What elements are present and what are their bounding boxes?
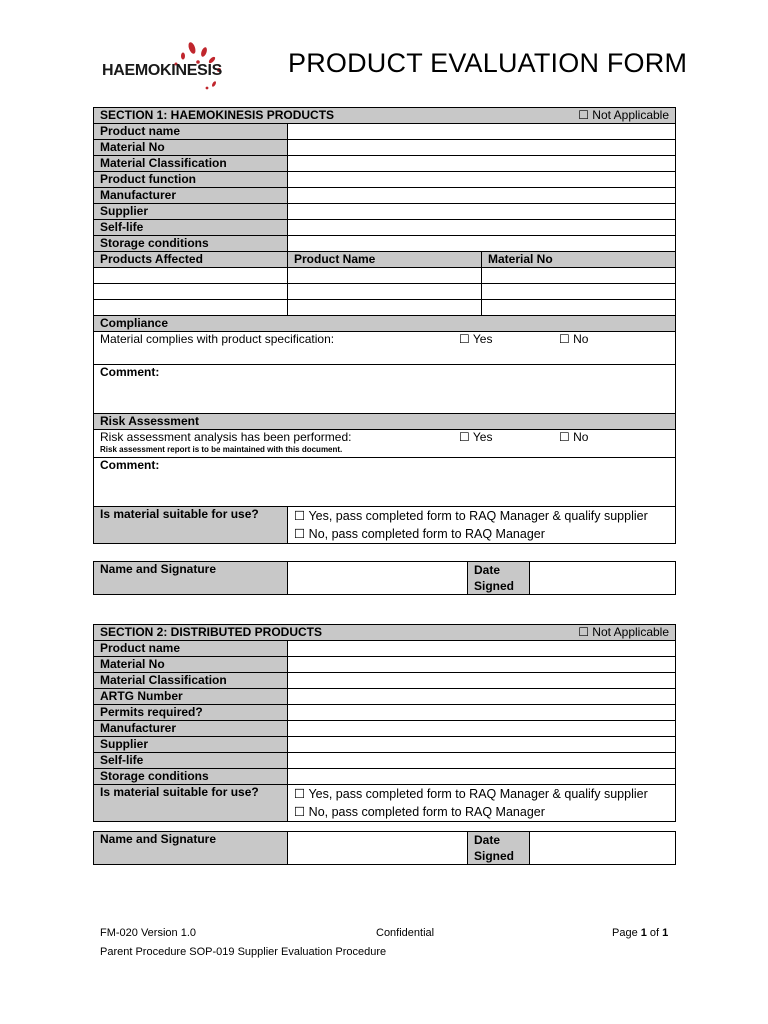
field-label: Storage conditions — [94, 236, 288, 252]
page-prefix: Page — [612, 927, 641, 939]
suitable-no-checkbox[interactable]: ☐ No, pass completed form to RAQ Manager — [294, 527, 545, 541]
risk-no-checkbox[interactable]: ☐ No — [559, 430, 589, 444]
affected-cell[interactable] — [94, 284, 288, 300]
field-label: Supplier — [94, 204, 288, 220]
name-signature-label: Name and Signature — [94, 832, 288, 865]
section2-title: SECTION 2: DISTRIBUTED PRODUCTS — [100, 625, 323, 639]
section1-title: SECTION 1: HAEMOKINESIS PRODUCTS — [100, 108, 335, 122]
suitable-options — [288, 785, 676, 822]
risk-note: Risk assessment report is to be maintained with this document. — [100, 445, 343, 454]
suitable-label: Is material suitable for use? — [94, 507, 288, 544]
suitable-label: Is material suitable for use? — [94, 785, 288, 822]
form-version: FM-020 Version 1.0 — [100, 927, 196, 939]
name-signature-field[interactable] — [288, 562, 468, 595]
compliance-question: Material complies with product specification: — [100, 332, 335, 346]
parent-procedure: Parent Procedure SOP-019 Supplier Evaluation Procedure — [100, 946, 387, 958]
suitable-yes-checkbox[interactable]: ☐ Yes, pass completed form to RAQ Manager & qualify supplier — [294, 787, 648, 801]
section1-signature-table — [93, 561, 676, 595]
field-label: Storage conditions — [94, 769, 288, 785]
section1-table — [93, 107, 676, 544]
suitable-yes-checkbox[interactable]: ☐ Yes, pass completed form to RAQ Manager & qualify supplier — [294, 509, 648, 523]
section2-table — [93, 624, 676, 822]
affected-cell[interactable] — [482, 284, 676, 300]
section2-signature-table — [93, 831, 676, 865]
field-label: Self-life — [94, 220, 288, 236]
affected-cell[interactable] — [94, 268, 288, 284]
supplier-field[interactable] — [288, 737, 676, 753]
compliance-yes-checkbox[interactable]: ☐ Yes — [459, 332, 493, 346]
comment-label: Comment: — [100, 365, 160, 379]
field-label: Permits required? — [94, 705, 288, 721]
affected-header: Products Affected — [94, 252, 288, 268]
name-signature-label: Name and Signature — [94, 562, 288, 595]
affected-cell[interactable] — [482, 268, 676, 284]
risk-comment-field[interactable] — [94, 458, 676, 507]
affected-cell[interactable] — [288, 300, 482, 316]
risk-question: Risk assessment analysis has been performed: — [100, 430, 352, 444]
page-of: of — [646, 927, 663, 939]
suitable-options — [288, 507, 676, 544]
section1-heading — [94, 108, 676, 124]
page-number — [612, 927, 668, 939]
logo-wordmark: HAEMOKINESIS — [102, 62, 222, 79]
signed-label: Signed — [474, 579, 515, 593]
date-label: Date — [474, 833, 501, 847]
compliance-no-checkbox[interactable]: ☐ No — [559, 332, 589, 346]
field-label: Product name — [94, 124, 288, 140]
affected-cell[interactable] — [288, 268, 482, 284]
material-no-field[interactable] — [288, 657, 676, 673]
field-label: Supplier — [94, 737, 288, 753]
risk-heading: Risk Assessment — [94, 414, 676, 430]
field-label: Self-life — [94, 753, 288, 769]
storage-conditions-field[interactable] — [288, 769, 676, 785]
affected-header: Product Name — [288, 252, 482, 268]
material-classification-field[interactable] — [288, 673, 676, 689]
field-label: Material Classification — [94, 673, 288, 689]
field-label: Material No — [94, 657, 288, 673]
product-name-field[interactable] — [288, 124, 676, 140]
date-signed-label — [468, 832, 530, 865]
date-signed-label — [468, 562, 530, 595]
storage-conditions-field[interactable] — [288, 236, 676, 252]
compliance-heading: Compliance — [94, 316, 676, 332]
date-label: Date — [474, 563, 501, 577]
name-signature-field[interactable] — [288, 832, 468, 865]
affected-cell[interactable] — [288, 284, 482, 300]
page-title: PRODUCT EVALUATION FORM — [288, 48, 688, 78]
material-no-field[interactable] — [288, 140, 676, 156]
field-label: Material No — [94, 140, 288, 156]
company-logo — [100, 40, 240, 92]
field-label: Product name — [94, 641, 288, 657]
product-name-field[interactable] — [288, 641, 676, 657]
self-life-field[interactable] — [288, 220, 676, 236]
permits-required-field[interactable] — [288, 705, 676, 721]
page-total: 1 — [662, 927, 669, 939]
risk-row — [94, 430, 676, 458]
affected-cell[interactable] — [94, 300, 288, 316]
artg-number-field[interactable] — [288, 689, 676, 705]
field-label: ARTG Number — [94, 689, 288, 705]
page-current: 1 — [640, 927, 647, 939]
section2-not-applicable-checkbox[interactable]: ☐ Not Applicable — [578, 625, 670, 639]
suitable-no-checkbox[interactable]: ☐ No, pass completed form to RAQ Manager — [294, 805, 545, 819]
risk-yes-checkbox[interactable]: ☐ Yes — [459, 430, 493, 444]
section1-not-applicable-checkbox[interactable]: ☐ Not Applicable — [578, 108, 670, 122]
compliance-comment-field[interactable] — [94, 365, 676, 414]
material-classification-field[interactable] — [288, 156, 676, 172]
affected-header: Material No — [482, 252, 676, 268]
compliance-row — [94, 332, 676, 365]
product-function-field[interactable] — [288, 172, 676, 188]
field-label: Manufacturer — [94, 721, 288, 737]
field-label: Material Classification — [94, 156, 288, 172]
date-signed-field[interactable] — [530, 832, 676, 865]
manufacturer-field[interactable] — [288, 188, 676, 204]
manufacturer-field[interactable] — [288, 721, 676, 737]
section2-heading — [94, 625, 676, 641]
self-life-field[interactable] — [288, 753, 676, 769]
confidential-label: Confidential — [376, 927, 435, 939]
affected-cell[interactable] — [482, 300, 676, 316]
date-signed-field[interactable] — [530, 562, 676, 595]
supplier-field[interactable] — [288, 204, 676, 220]
field-label: Product function — [94, 172, 288, 188]
field-label: Manufacturer — [94, 188, 288, 204]
signed-label: Signed — [474, 849, 515, 863]
comment-label: Comment: — [100, 458, 160, 472]
